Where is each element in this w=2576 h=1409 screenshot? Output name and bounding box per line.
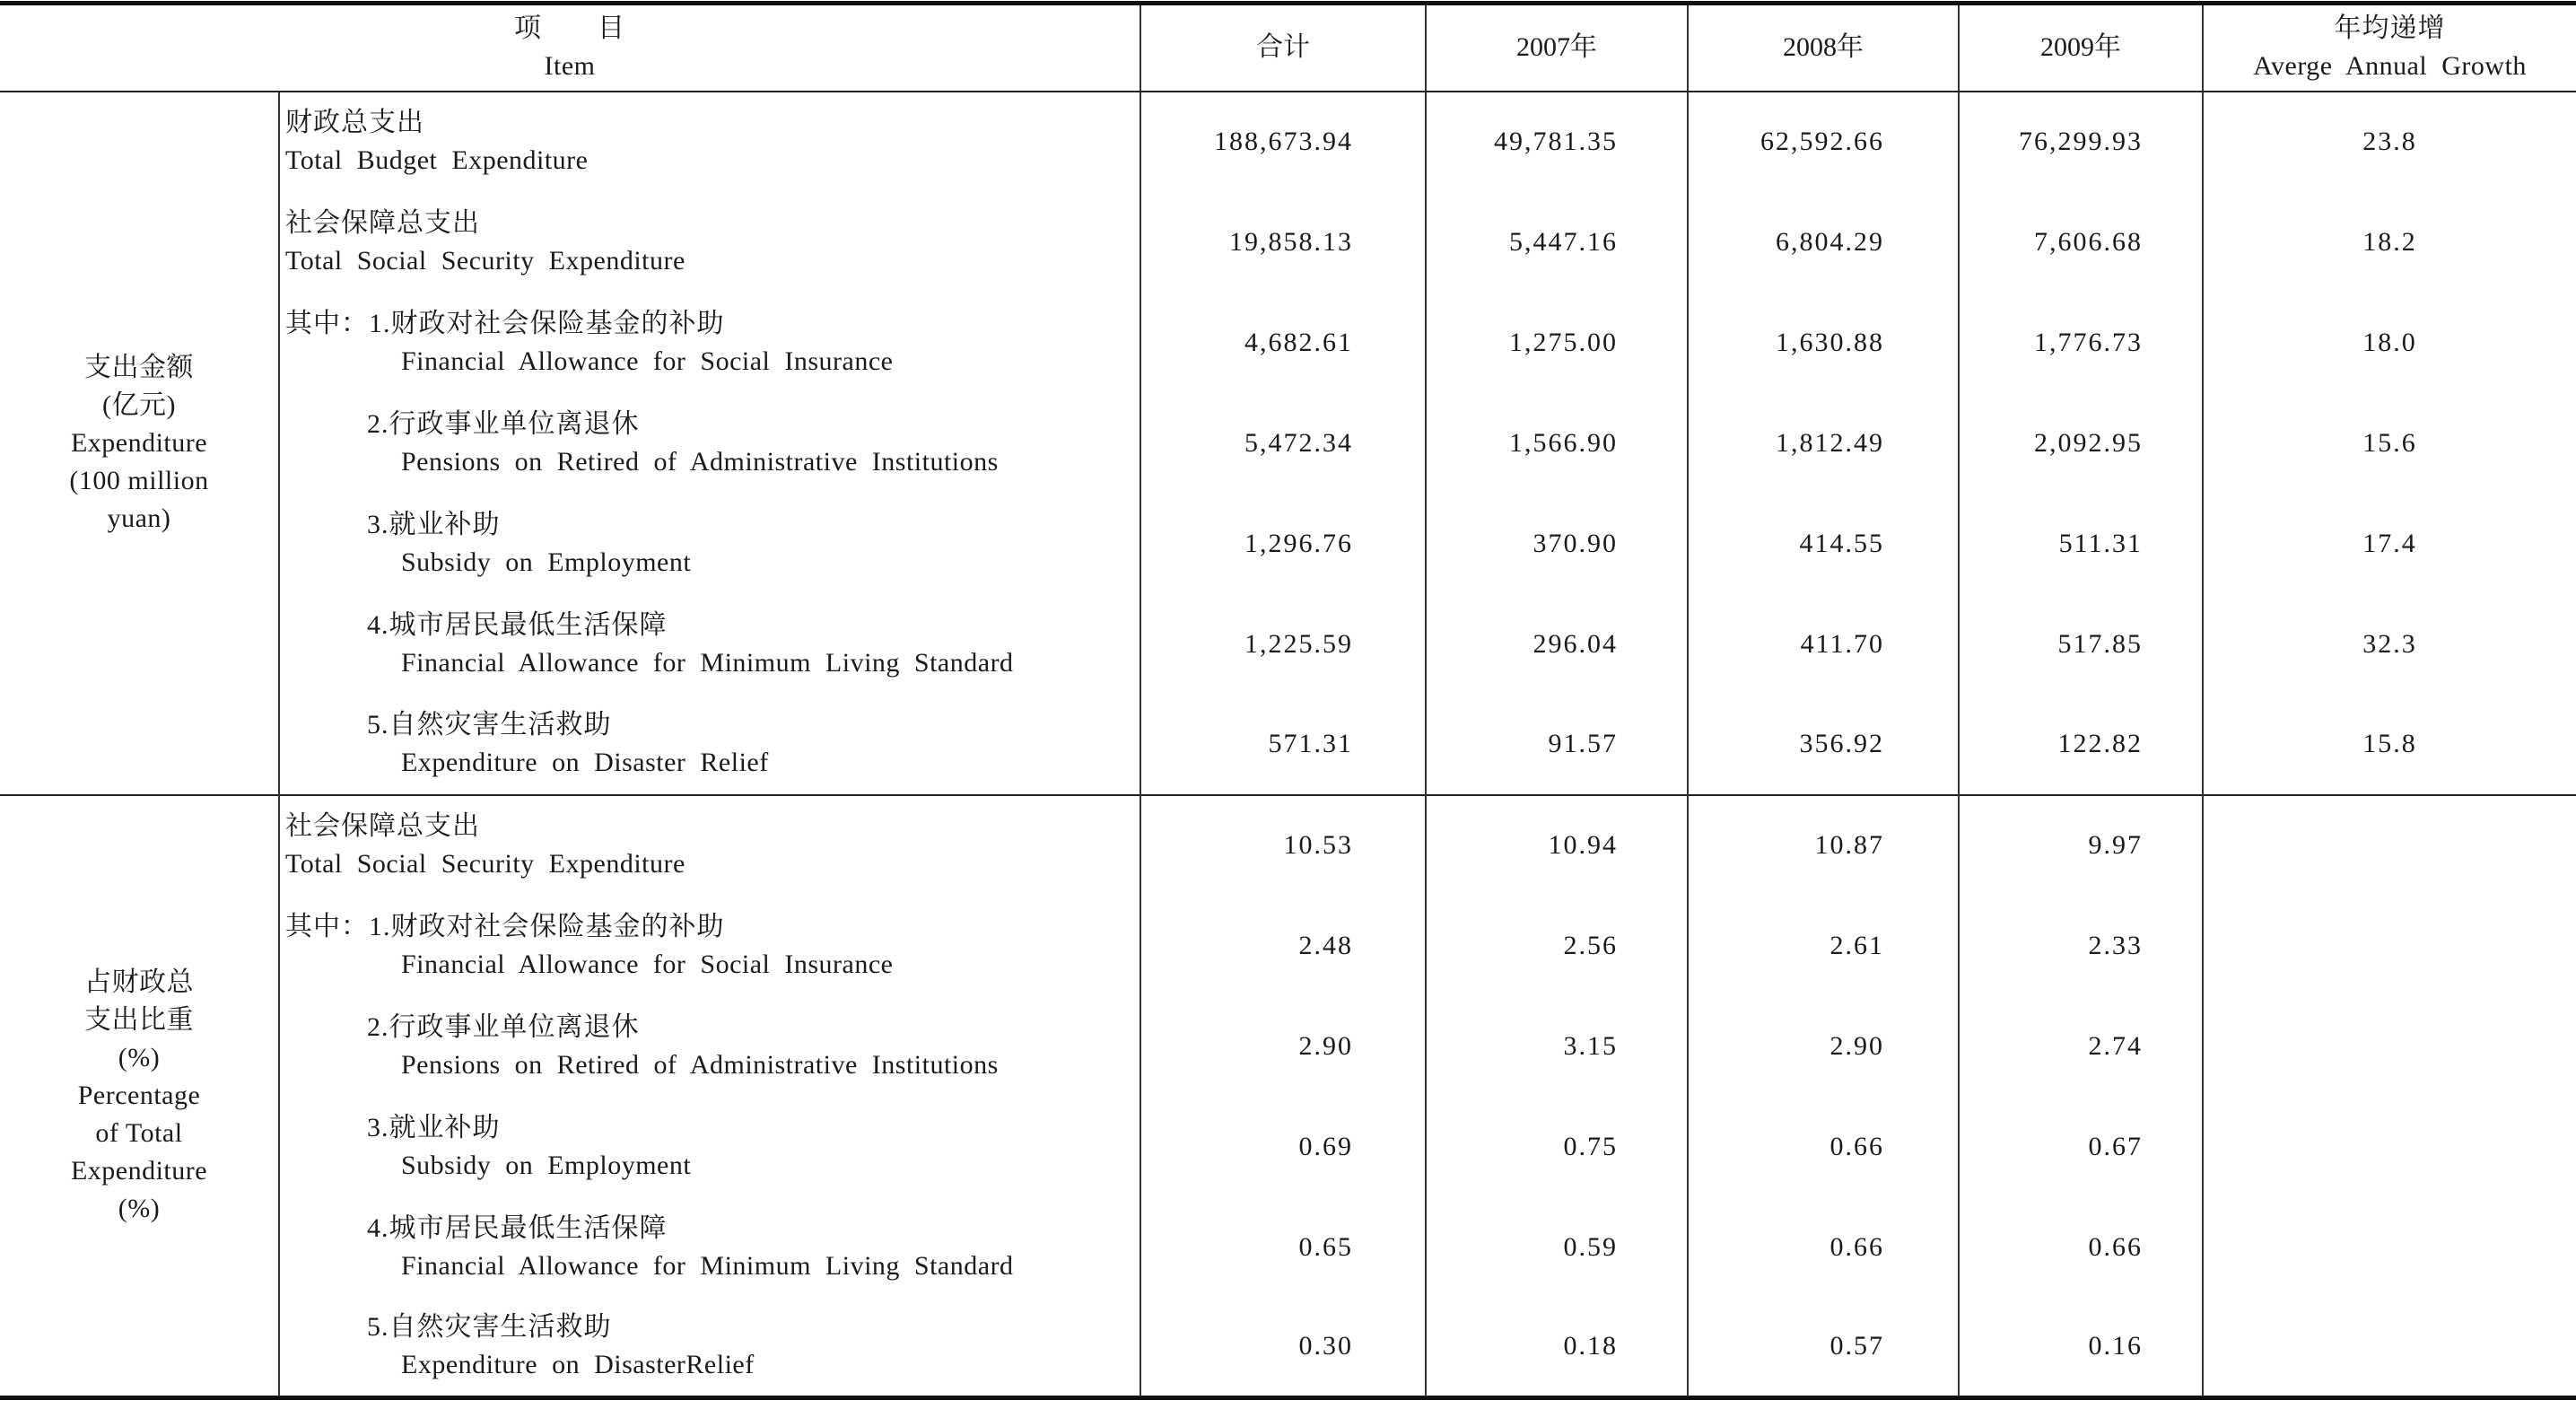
value-2008: 0.57 — [1688, 1298, 1959, 1398]
item-cell — [279, 594, 1140, 695]
value-growth-empty — [2203, 1197, 2576, 1298]
item-cell — [279, 92, 1140, 192]
value-2009: 2,092.95 — [1959, 393, 2203, 494]
item-cell — [279, 996, 1140, 1097]
value-growth: 17.4 — [2362, 528, 2417, 558]
item-name-en: Total Budget Expenditure — [285, 145, 589, 175]
value-total: 10.53 — [1140, 795, 1426, 896]
value-growth-empty — [2203, 1298, 2576, 1398]
item-cell — [279, 1097, 1140, 1197]
item-name-en: Financial Allowance for Social Insurance — [401, 346, 894, 376]
section-label-line: (100 million — [69, 465, 209, 495]
value-2008: 0.66 — [1688, 1097, 1959, 1197]
table-row — [0, 795, 2576, 896]
value-2007: 0.75 — [1426, 1097, 1688, 1197]
value-growth: 15.6 — [2362, 427, 2417, 458]
section-label-line: yuan) — [107, 503, 171, 533]
value-2008: 414.55 — [1688, 494, 1959, 594]
item-cell — [279, 896, 1140, 996]
value-2007: 370.90 — [1426, 494, 1688, 594]
value-2008: 2.61 — [1688, 896, 1959, 996]
value-total: 1,296.76 — [1140, 494, 1426, 594]
value-2009: 511.31 — [1959, 494, 2203, 594]
value-2008: 62,592.66 — [1688, 92, 1959, 192]
table-row — [0, 1298, 2576, 1398]
value-2008: 411.70 — [1688, 594, 1959, 695]
value-2009: 517.85 — [1959, 594, 2203, 695]
value-2007: 49,781.35 — [1426, 92, 1688, 192]
value-2007: 91.57 — [1426, 695, 1688, 795]
value-total: 0.65 — [1140, 1197, 1426, 1298]
value-2009: 0.67 — [1959, 1097, 2203, 1197]
value-growth: 23.8 — [2362, 127, 2417, 156]
value-2008: 1,812.49 — [1688, 393, 1959, 494]
value-total: 571.31 — [1140, 695, 1426, 795]
item-cell — [279, 695, 1140, 795]
item-name-cn: 社会保障总支出 — [285, 207, 480, 238]
header-2007: 2007年 — [1426, 4, 1688, 92]
value-2007: 10.94 — [1426, 795, 1688, 896]
item-name-cn: 2.行政事业单位离退休 — [367, 1011, 640, 1042]
item-name-en: Expenditure on Disaster Relief — [401, 748, 769, 777]
value-2009: 122.82 — [1959, 695, 2203, 795]
value-2009: 1,776.73 — [1959, 293, 2203, 393]
item-name-en: Total Social Security Expenditure — [285, 849, 685, 879]
value-growth: 18.0 — [2362, 327, 2417, 357]
value-2009: 2.33 — [1959, 896, 2203, 996]
section-label-expenditure — [0, 92, 279, 795]
value-2007: 296.04 — [1426, 594, 1688, 695]
section-label-line: (亿元) — [102, 389, 176, 420]
table-row — [0, 896, 2576, 996]
item-name-en: Subsidy on Employment — [401, 547, 692, 577]
value-growth-empty — [2203, 795, 2576, 896]
value-2007: 1,275.00 — [1426, 293, 1688, 393]
header-item-en: Item — [544, 51, 596, 82]
table-row — [0, 393, 2576, 494]
item-name-cn: 社会保障总支出 — [285, 811, 480, 841]
value-growth: 18.2 — [2362, 226, 2417, 257]
value-2008: 356.92 — [1688, 695, 1959, 795]
value-2008: 1,630.88 — [1688, 293, 1959, 393]
value-2009: 7,606.68 — [1959, 192, 2203, 293]
section-label-line: of Total — [95, 1117, 183, 1148]
item-cell — [279, 1197, 1140, 1298]
section-percentage — [0, 795, 2576, 1398]
section-label-line: (%) — [118, 1042, 161, 1072]
item-name-cn: 5.自然灾害生活救助 — [367, 1312, 612, 1343]
value-total: 2.90 — [1140, 996, 1426, 1097]
item-name-en: Expenditure on DisasterRelief — [401, 1350, 755, 1380]
section-label-line: 占财政总 — [84, 967, 194, 997]
value-2008: 6,804.29 — [1688, 192, 1959, 293]
item-name-cn: 4.城市居民最低生活保障 — [367, 1212, 668, 1243]
value-total: 1,225.59 — [1140, 594, 1426, 695]
item-name-en: Total Social Security Expenditure — [285, 245, 685, 276]
table-row — [0, 695, 2576, 795]
item-cell — [279, 393, 1140, 494]
table-row — [0, 494, 2576, 594]
value-2007: 2.56 — [1426, 896, 1688, 996]
table-header — [0, 4, 2576, 92]
item-name-cn: 2.行政事业单位离退休 — [367, 408, 640, 439]
value-2009: 9.97 — [1959, 795, 2203, 896]
item-name-en: Financial Allowance for Social Insurance — [401, 949, 894, 979]
header-growth — [2203, 4, 2576, 92]
item-name-cn: 3.就业补助 — [367, 509, 501, 539]
section-label-line: Percentage — [77, 1080, 201, 1110]
table-row — [0, 192, 2576, 293]
item-name-en: Pensions on Retired of Administrative Institutions — [401, 1049, 999, 1080]
header-growth-en: Averge Annual Growth — [2253, 51, 2527, 82]
value-growth-empty — [2203, 1097, 2576, 1197]
header-2008: 2008年 — [1688, 4, 1959, 92]
value-growth: 15.8 — [2362, 729, 2417, 758]
value-growth-empty — [2203, 996, 2576, 1097]
value-2009: 76,299.93 — [1959, 92, 2203, 192]
value-2007: 0.59 — [1426, 1197, 1688, 1298]
item-name-cn: 3.就业补助 — [367, 1112, 501, 1142]
section-label-line: Expenditure — [70, 427, 208, 458]
item-name-cn: 财政总支出 — [285, 108, 424, 137]
header-2009: 2009年 — [1959, 4, 2203, 92]
header-item-cn: 项 目 — [514, 13, 625, 44]
item-name-cn: 其中：1.财政对社会保险基金的补助 — [285, 308, 725, 338]
value-total: 5,472.34 — [1140, 393, 1426, 494]
item-cell — [279, 293, 1140, 393]
value-2008: 10.87 — [1688, 795, 1959, 896]
value-2009: 0.16 — [1959, 1298, 2203, 1398]
table-row — [0, 996, 2576, 1097]
item-name-en: Pensions on Retired of Administrative Institutions — [401, 446, 999, 477]
section-label-percentage — [0, 795, 279, 1398]
section-expenditure — [0, 92, 2576, 795]
value-2009: 2.74 — [1959, 996, 2203, 1097]
value-2007: 5,447.16 — [1426, 192, 1688, 293]
header-row — [0, 4, 2576, 92]
section-label-line: 支出比重 — [84, 1004, 194, 1035]
value-2007: 3.15 — [1426, 996, 1688, 1097]
value-total: 19,858.13 — [1140, 192, 1426, 293]
value-2009: 0.66 — [1959, 1197, 2203, 1298]
item-name-cn: 其中：1.财政对社会保险基金的补助 — [285, 911, 725, 941]
table-row — [0, 293, 2576, 393]
item-cell — [279, 494, 1140, 594]
section-label-line: (%) — [118, 1193, 161, 1223]
value-growth: 32.3 — [2362, 628, 2417, 659]
header-total: 合计 — [1140, 4, 1426, 92]
section-label-line: 支出金额 — [84, 352, 194, 382]
value-total: 0.30 — [1140, 1298, 1426, 1398]
table-row — [0, 1197, 2576, 1298]
header-item — [0, 4, 1140, 92]
value-growth-empty — [2203, 896, 2576, 996]
value-2007: 1,566.90 — [1426, 393, 1688, 494]
item-name-en: Financial Allowance for Minimum Living Standard — [401, 647, 1014, 678]
value-total: 0.69 — [1140, 1097, 1426, 1197]
social-security-expenditure-table — [0, 1, 2576, 1400]
item-cell — [279, 1298, 1140, 1398]
item-cell — [279, 795, 1140, 896]
item-cell — [279, 192, 1140, 293]
section-label-line: Expenditure — [70, 1155, 208, 1186]
value-total: 4,682.61 — [1140, 293, 1426, 393]
value-2008: 0.66 — [1688, 1197, 1959, 1298]
table-row — [0, 92, 2576, 192]
value-total: 2.48 — [1140, 896, 1426, 996]
table-row — [0, 1097, 2576, 1197]
table-row — [0, 594, 2576, 695]
value-2008: 2.90 — [1688, 996, 1959, 1097]
item-name-en: Subsidy on Employment — [401, 1150, 692, 1180]
item-name-cn: 4.城市居民最低生活保障 — [367, 609, 668, 640]
value-total: 188,673.94 — [1140, 92, 1426, 192]
item-name-cn: 5.自然灾害生活救助 — [367, 710, 612, 740]
item-name-en: Financial Allowance for Minimum Living Standard — [401, 1250, 1014, 1281]
value-2007: 0.18 — [1426, 1298, 1688, 1398]
header-growth-cn: 年均递增 — [2334, 13, 2446, 44]
